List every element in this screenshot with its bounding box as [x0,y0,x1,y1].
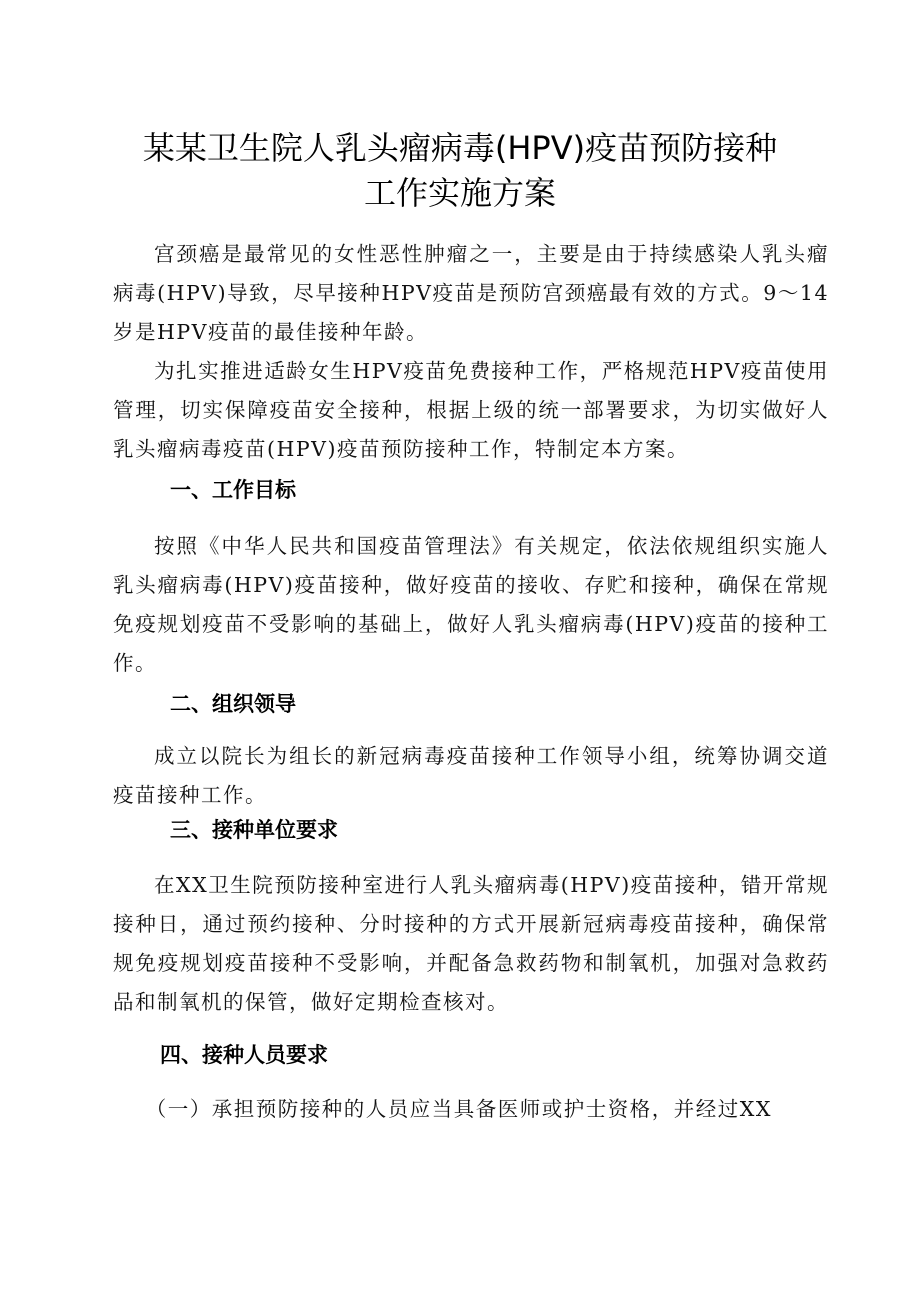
section-body-staff-requirements: （一）承担预防接种的人员应当具备医师或护士资格，并经过XX [145,1097,772,1121]
section-heading-staff-requirements: 四、接种人员要求 [160,1043,328,1067]
document-title-line2: 工作实施方案 [363,174,556,212]
section-body-unit-requirements: 在XX卫生院预防接种室进行人乳头瘤病毒(HPV)疫苗接种，错开常规接种日，通过预约接种、分时接种的方式开展新冠病毒疫苗接种，确保常规免疫规划疫苗接种不受影响，并配备急救药物和制氧机，加强对急救药品和制氧机的保管，做好定期检查核对。 [113,873,829,1014]
section-heading-leadership: 二、组织领导 [170,692,296,716]
intro-paragraph-2: 为扎实推进适龄女生HPV疫苗免费接种工作，严格规范HPV疫苗使用管理，切实保障疫苗安全接种，根据上级的统一部署要求，为切实做好人乳头瘤病毒疫苗(HPV)疫苗预防接种工作，特制定本方案。 [113,359,829,461]
section-heading-unit-requirements: 三、接种单位要求 [170,818,338,842]
section-body-goals: 按照《中华人民共和国疫苗管理法》有关规定，依法依规组织实施人乳头瘤病毒(HPV)疫苗接种，做好疫苗的接收、存贮和接种，确保在常规免疫规划疫苗不受影响的基础上，做好人乳头瘤病毒(HPV)疫苗的接种工作。 [113,534,829,675]
document-title-line1: 某某卫生院人乳头瘤病毒(HPV)疫苗预防接种 [142,129,778,167]
section-body-leadership: 成立以院长为组长的新冠病毒疫苗接种工作领导小组，统筹协调交道疫苗接种工作。 [113,744,829,807]
section-heading-goals: 一、工作目标 [170,478,296,502]
intro-paragraph-1: 宫颈癌是最常见的女性恶性肿瘤之一，主要是由于持续感染人乳头瘤病毒(HPV)导致，尽早接种HPV疫苗是预防宫颈癌最有效的方式。9～14岁是HPV疫苗的最佳接种年龄。 [113,242,829,344]
